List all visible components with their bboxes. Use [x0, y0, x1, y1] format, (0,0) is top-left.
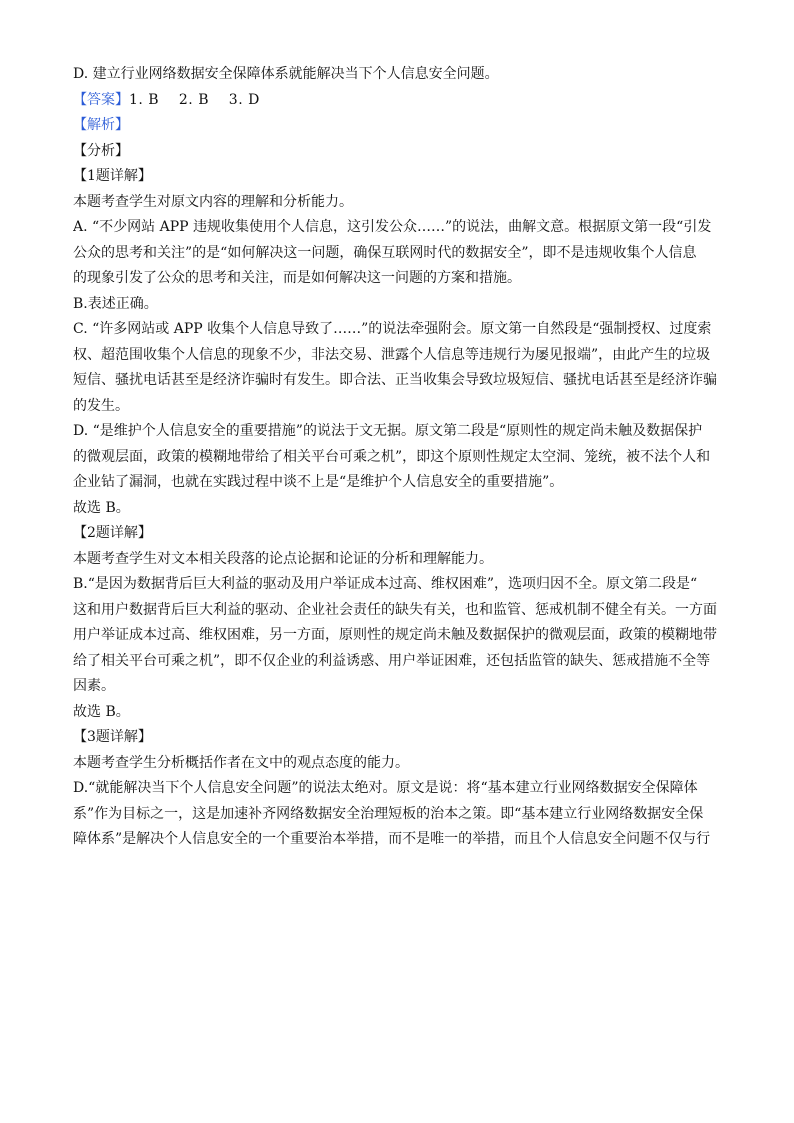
q3-option-d-line-3: 障体系”是解决个人信息安全的一个重要治本举措，而不是唯一的举措，而且个人信息安全问题不仅与行 — [73, 831, 711, 847]
q1-option-c — [73, 317, 721, 419]
document-content — [73, 62, 721, 853]
q3-option-d-line-2: 系”作为目标之一，这是加速补齐网络数据安全治理短板的治本之策。即“基本建立行业网络数据安全保 — [73, 805, 704, 822]
q1-option-a-line-2: 公众的思考和关注”的是“如何解决这一问题，确保互联网时代的数据安全”，即不是违规收集个人信息 — [73, 244, 697, 261]
q1-option-d-line-2: 的微观层面，政策的模糊地带给了相关平台可乘之机”，即这个原则性规定太空洞、笼统，被不法个人和 — [73, 448, 711, 465]
q1-intro: 本题考查学生对原文内容的理解和分析能力。 — [73, 193, 353, 210]
answer-line — [73, 88, 721, 114]
q2-option-b-line-5: 因素。 — [73, 678, 115, 694]
q3-option-d — [73, 776, 721, 853]
q1-option-d-line-3: 企业钻了漏洞，也就在实践过程中谈不上是“是维护个人信息安全的重要措施”。 — [73, 474, 564, 490]
q1-choice: 故选 B。 — [73, 499, 130, 516]
q1-option-d — [73, 419, 721, 496]
option-d-line: D. 建立行业网络数据安全保障体系就能解决当下个人信息安全问题。 — [73, 66, 499, 82]
q3-heading: 【3题详解】 — [73, 729, 152, 745]
q1-option-c-line-2: 权、超范围收集个人信息的现象不少，非法交易、泄露个人信息等违规行为屡见报端”，由此产生的垃圾 — [73, 346, 711, 363]
answer-values: 1. B 2. B 3. D — [129, 91, 260, 108]
q2-option-b-line-2: 这和用户数据背后巨大利益的驱动、企业社会责任的缺失有关，也和监管、惩戒机制不健全有关。一方面 — [73, 601, 717, 618]
q2-choice: 故选 B。 — [73, 703, 130, 720]
q1-option-c-line-1: C. “许多网站或 APP 收集个人信息导致了……”的说法牵强附会。原文第一自然段是“强制授权、过度索 — [73, 321, 712, 337]
q1-option-a-line-1: A. “不少网站 APP 违规收集使用个人信息，这引发公众……”的说法，曲解文意。根据原文第一段“引发 — [73, 219, 712, 235]
q2-heading: 【2题详解】 — [73, 525, 152, 541]
q1-option-c-line-4: 的发生。 — [73, 397, 129, 414]
q2-option-b-line-3: 用户举证成本过高、维权困难，另一方面，原则性的规定尚未触及数据保护的微观层面，政策的模糊地带 — [73, 627, 717, 643]
q1-option-a-line-3: 的现象引发了公众的思考和关注，而是如何解决这一问题的方案和措施。 — [73, 270, 521, 286]
q1-option-b: B.表述正确。 — [73, 295, 158, 312]
analysis-label: 【解析】 — [73, 117, 129, 133]
q1-option-a — [73, 215, 721, 292]
q2-option-b-line-1: B.“是因为数据背后巨大利益的驱动及用户举证成本过高、维权困难”，选项归因不全。原文第二段是“ — [73, 576, 698, 592]
q1-option-d-line-1: D. “是维护个人信息安全的重要措施”的说法于文无据。原文第二段是“原则性的规定尚未触及数据保护 — [73, 423, 703, 439]
fenxi-heading: 【分析】 — [73, 142, 129, 159]
q3-intro: 本题考查学生分析概括作者在文中的观点态度的能力。 — [73, 754, 409, 771]
q3-option-d-line-1: D.“就能解决当下个人信息安全问题”的说法太绝对。原文是说：将“基本建立行业网络数据安全保障体 — [73, 780, 698, 796]
q1-heading: 【1题详解】 — [73, 168, 152, 184]
q2-intro: 本题考查学生对文本相关段落的论点论据和论证的分析和理解能力。 — [73, 550, 493, 567]
q1-option-c-line-3: 短信、骚扰电话甚至是经济诈骗时有发生。即合法、正当收集会导致垃圾短信、骚扰电话甚至是经济诈骗 — [73, 372, 717, 388]
q2-option-b — [73, 572, 721, 700]
answer-label: 【答案】 — [73, 91, 129, 108]
q2-option-b-line-4: 给了相关平台可乘之机”，即不仅企业的利益诱惑、用户举证困难，还包括监管的缺失、惩戒措施不全等 — [73, 652, 711, 669]
